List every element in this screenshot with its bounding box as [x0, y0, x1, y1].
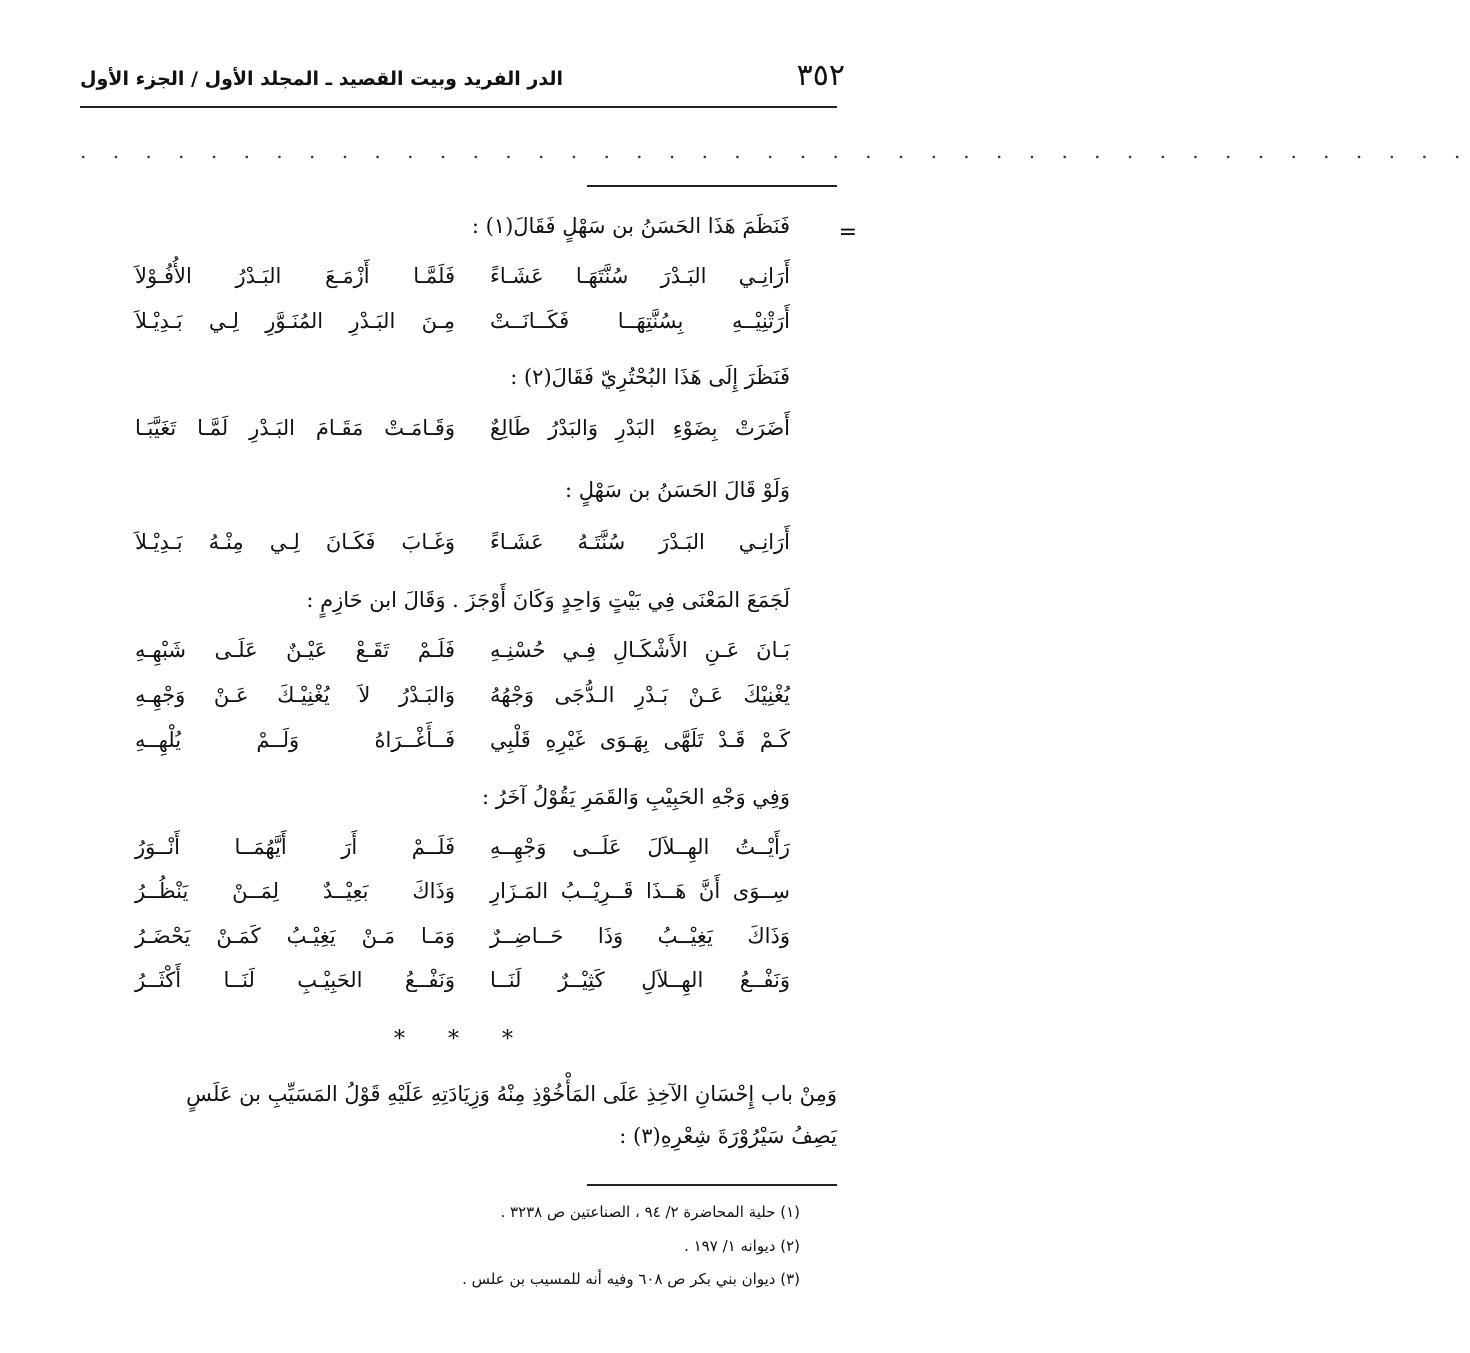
running-title: الدر الفريد وبيت القصيد ـ المجلد الأول / الجزء الأول	[80, 68, 563, 90]
intro-line: لَجَمَعَ المَعْنَى فِي بَيْتٍ وَاحِدٍ وَكَانَ أَوْجَزَ . وَقَالَ ابن حَازِمٍ :	[306, 588, 790, 612]
verse-line	[135, 416, 790, 456]
verse-second-hemistich: وَمَـا مَـنْ يَغِيْـبُ كَمَـنْ يَحْضَـرُ	[135, 924, 455, 948]
verse-first-hemistich: كَـمْ قَـدْ تَلَهَّى بِهَـوَى غَيْرِهِ قَلْبِي	[490, 728, 790, 752]
verse-second-hemistich: فَلَــمْ أَرَ أَيَّهُمَــا أَنْــوَرُ	[135, 835, 455, 859]
verse-second-hemistich: وَنَفْــعُ الحَبِيْـبِ لَنَــا أَكْثَــرُ	[135, 968, 455, 992]
section-rule	[587, 185, 837, 187]
verse-line	[135, 879, 790, 919]
page-header	[80, 58, 845, 98]
verse-second-hemistich: فَــأَغْــرَاهُ وَلَــمْ يُلْهِــهِ	[135, 728, 455, 752]
verse-second-hemistich: وَذَاكَ بَعِيْــدٌ لِمَــنْ يَنْظُــرُ	[135, 879, 455, 903]
intro-line: فَنَظَرَ إِلَى هَذَا البُحْتُرِيّ فَقَالَ(٢) :	[510, 365, 790, 389]
page-number: ٣٥٢	[796, 58, 845, 93]
verse-line	[135, 968, 790, 1008]
verse-first-hemistich: رَأَيْــتُ الهِــلاَلَ عَلَــى وَجْهِــهِ	[490, 835, 790, 859]
verse-first-hemistich: أَرَانِـي البَـدْرَ سُنَّتَـهُ عَشَـاءً	[490, 530, 790, 554]
footnote: (٣) ديوان بني بكر ص ٦٠٨ وفيه أنه للمسيب بن علس .	[462, 1270, 800, 1288]
section-separator: * * *	[394, 1027, 531, 1052]
verse-line	[135, 530, 790, 570]
verse-line	[135, 683, 790, 723]
verse-second-hemistich: فَلَـمْ تَقَـعْ عَيْـنٌ عَلَـى شَبْهِـهِ	[135, 638, 455, 662]
verse-second-hemistich: فَلَمَّـا أَزْمَـعَ البَـدْرُ الأُفُـوْلاَ	[135, 264, 455, 288]
paragraph-line: وَمِنْ باب إِحْسَانِ الآخِذِ عَلَى المَأْخُوْذِ مِنْهُ وَزِيَادَتِهِ عَلَيْهِ قَوْلُ المَسَيِّبِ بن عَلَسٍ	[186, 1082, 837, 1106]
verse-first-hemistich: بَـانَ عَـنِ الأَشْكَـالِ فِـي حُسْنِـهِ	[490, 638, 790, 662]
intro-line: وَلَوْ قَالَ الحَسَنُ بن سَهْلٍ :	[564, 478, 790, 502]
verse-line	[135, 638, 790, 678]
verse-first-hemistich: يُغْنِيْكَ عَـنْ بَـدْرِ الـدُّجَى وَجْهُهُ	[490, 683, 790, 707]
verse-first-hemistich: وَنَفْــعُ الهِــلاَلِ كَثِيْــرٌ لَنَــا	[490, 968, 790, 992]
verse-first-hemistich: أَضَرَتْ بِضَوْءِ البَدْرِ وَالبَدْرُ طَالِعٌ	[490, 416, 790, 440]
verse-first-hemistich: سِــوَى أَنَّ هَــذَا قَــرِيْــبُ المَـزَارِ	[490, 879, 790, 903]
verse-second-hemistich: مِـنَ البَـدْرِ المُنَـوَّرِ لِـي بَـدِيْـلاَ	[135, 309, 455, 333]
continuation-mark: =	[838, 220, 857, 245]
footnote-rule	[587, 1184, 837, 1186]
verse-second-hemistich: وَغَـابَ فَكَـانَ لِـي مِنْـهُ بَـدِيْـلاَ	[135, 530, 455, 554]
verse-line	[135, 309, 790, 349]
intro-line: فَنَظَمَ هَذَا الحَسَنُ بن سَهْلٍ فَقَالَ(١) :	[471, 214, 790, 238]
verse-first-hemistich: وَذَاكَ يَغِيْــبُ وَذَا حَــاضِــرٌ	[490, 924, 790, 948]
verse-line	[135, 728, 790, 768]
header-rule	[80, 106, 837, 108]
verse-line	[135, 835, 790, 875]
verse-second-hemistich: وَقَـامَـتْ مَقَـامَ البَـدْرِ لَمَّـا تَغَيَّبَـا	[135, 416, 455, 440]
verse-first-hemistich: أَرَانِـي البَـدْرَ سُنَّتَهَـا عَشَـاءً	[490, 264, 790, 288]
verse-second-hemistich: وَالبَـدْرُ لاَ يُغْنِيْـكَ عَـنْ وَجْهِـهِ	[135, 683, 455, 707]
intro-line: وَفِي وَجْهِ الحَبِيْبِ وَالقَمَرِ يَقُوْلُ آخَرُ :	[482, 785, 790, 809]
verse-first-hemistich: أَرَتْنِيْــهِ بِسُنَّتِهَــا فَكَــانَــتْ	[490, 309, 790, 333]
paragraph-line: يَصِفُ سَيْرُوْرَةَ شِعْرِهِ(٣) :	[619, 1124, 837, 1148]
verse-line	[135, 924, 790, 964]
footnote: (٢) ديوانه ١/ ١٩٧ .	[684, 1237, 800, 1255]
verse-line	[135, 264, 790, 304]
ellipsis-dots: . . . . . . . . . . . . . . . . . . . . . . . . . . . . . . . . . . . . . . . . . . .	[80, 139, 1470, 163]
footnote: (١) حلية المحاضرة ٢/ ٩٤ ، الصناعتين ص ٣٢٣٨ .	[500, 1203, 800, 1221]
